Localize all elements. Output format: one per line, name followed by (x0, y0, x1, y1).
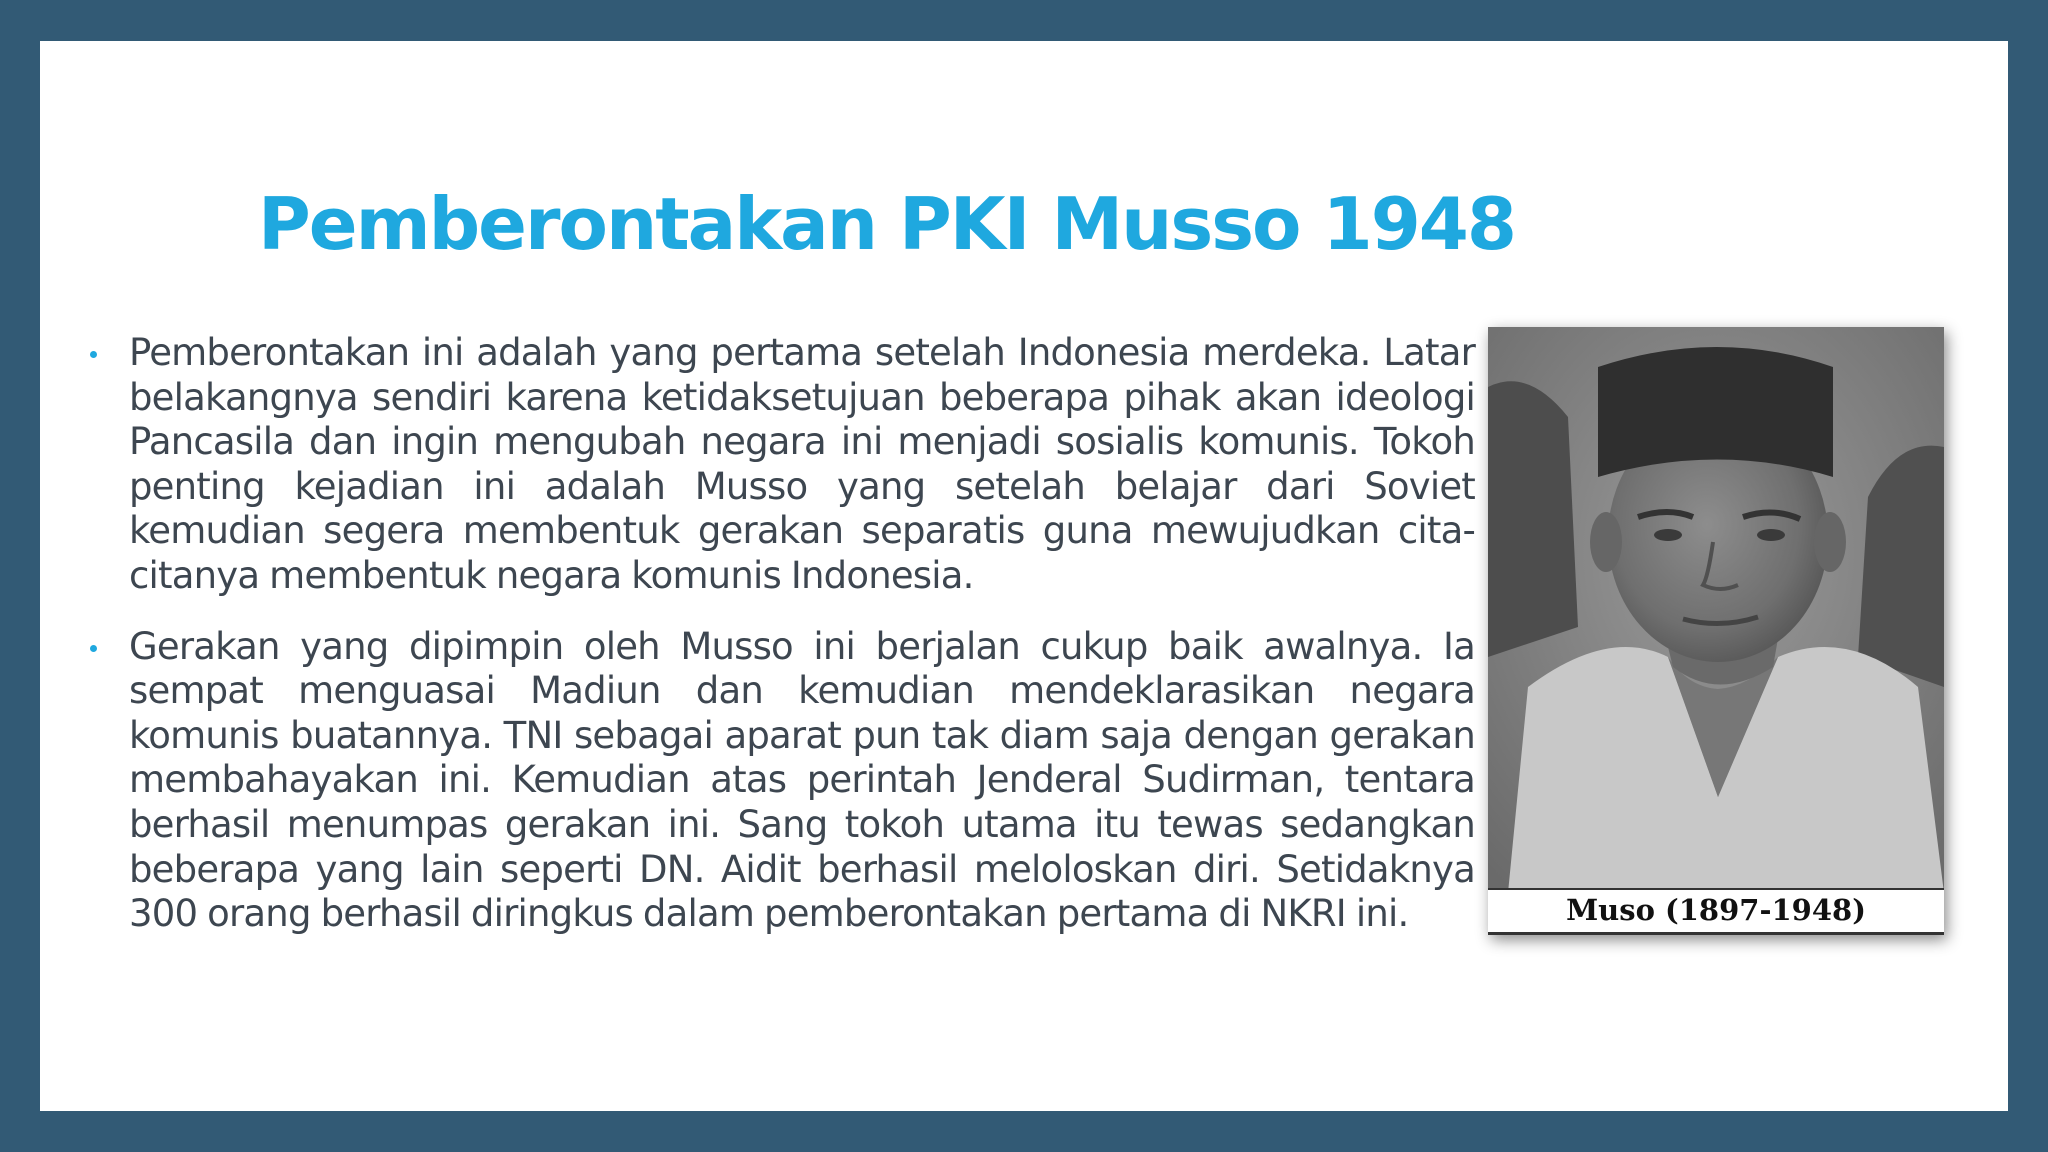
slide-title: Pemberontakan PKI Musso 1948 (258, 182, 1515, 266)
bullet-text: Pemberontakan ini adalah yang pertama setelah Indonesia merdeka. Latar belakangnya sendiri karena ketidaksetujuan beberapa pihak akan ideologi Pancasila dan ingin mengubah negara ini menjadi sosialis komunis. Tokoh penting kejadian ini adalah Musso yang setelah belajar dari Soviet kemudian segera membentuk gerakan separatis guna mewujudkan cita-citanya membentuk negara komunis Indonesia. (129, 331, 1475, 597)
bullet-list (90, 331, 1475, 963)
bullet-item (90, 331, 1475, 599)
bullet-text: Gerakan yang dipimpin oleh Musso ini berjalan cukup baik awalnya. Ia sempat menguasai Madiun dan kemudian mendeklarasikan negara komunis buatannya. TNI sebagai aparat pun tak diam saja dengan gerakan membahayakan ini. Kemudian atas perintah Jenderal Sudirman, tentara berhasil menumpas gerakan ini. Sang tokoh utama itu tewas sedangkan beberapa yang lain seperti DN. Aidit berhasil meloloskan diri. Setidaknya 300 orang berhasil diringkus dalam pemberontakan pertama di NKRI ini. (129, 624, 1475, 936)
portrait-image (1488, 327, 1944, 893)
bullet-item (90, 625, 1475, 937)
portrait-photo (1488, 327, 1944, 935)
slide (40, 41, 2008, 1111)
bullet-dot-icon (90, 351, 97, 358)
photo-caption: Muso (1897-1948) (1488, 888, 1944, 935)
bullet-dot-icon (90, 645, 97, 652)
